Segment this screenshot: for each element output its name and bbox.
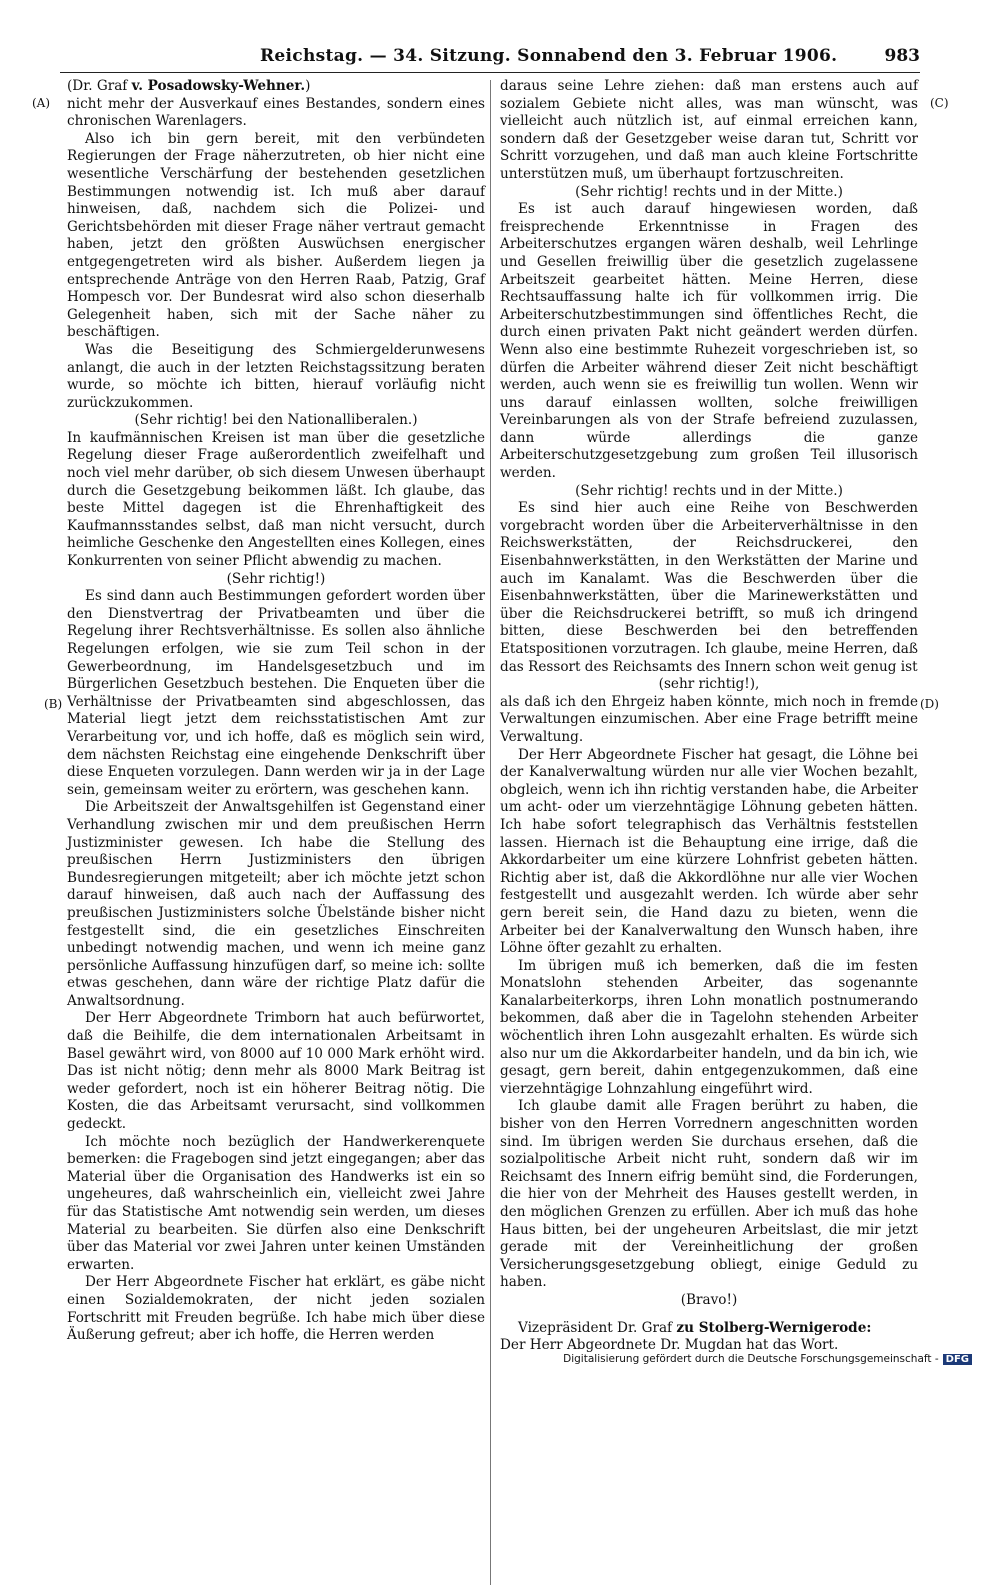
closing-prefix: Vizepräsident Dr. Graf — [518, 1319, 677, 1336]
paragraph: Was die Beseitigung des Schmiergelderunwesens anlangt, die auch in der letzten Reichstagssitzung beraten wurde, so möchte ich bitten, hierauf vorläufig nicht zurückzukommen. — [67, 341, 485, 411]
speaker-prefix: (Dr. Graf — [67, 78, 132, 94]
interjection: (Bravo!) — [680, 1291, 738, 1308]
footer — [563, 1353, 972, 1365]
speaker-name: v. Posadowsky-Wehner. — [131, 78, 306, 94]
speaker-suffix: ) — [305, 78, 311, 94]
interjection: (sehr richtig!), — [658, 676, 760, 693]
paragraph: Also ich bin gern bereit, mit den verbündeten Regierungen der Frage näherzutreten, ob hier nicht eine wesentliche Verschärfung der bestehenden gesetzlichen Bestimmungen notwendig ist. Ich muß aber darauf hinweisen, daß, nachdem sich die Polizei- und Gerichtsbehörden mit dieser Frage näher vertraut gemacht haben, jetzt den größten Auswüchsen energischer entgegengetreten wird als bisher. Außerdem liegen ja entsprechende Anträge von den Herren Raab, Patzig, Graf Hompesch vor. Der Bundesrat wird also schon dieserhalb Gelegenheit haben, sich mit der Sache näher zu beschäftigen. — [67, 130, 485, 341]
margin-marker-c: (C) — [930, 96, 949, 110]
interjection: (Sehr richtig! bei den Nationalliberalen.) — [134, 412, 418, 429]
paragraph: Der Herr Abgeordnete Fischer hat erklärt, es gäbe nicht einen Sozialdemokraten, der nicht jeden sozialen Fortschritt mit Freuden begrüße. Ich habe mich über diese Äußerung gefreut; aber ich hoffe, die Herren werden — [67, 1274, 485, 1344]
paragraph: Ich glaube damit alle Fragen berührt zu haben, die bisher von den Herren Vorrednern angeschnitten worden sind. Im übrigen werden Sie durchaus ersehen, daß die sozialpolitische Arbeit nicht ruht, sondern daß wir im Reichsamt des Innern eifrig bemüht sind, die Forderungen, die hier von der Mehrheit des Hauses gestellt werden, in den möglichen Grenzen zu erfüllen. Aber ich muß das hohe Haus bitten, bei der ungeheuren Arbeitslast, die mir jetzt gerade mit der Vereinheitlichung der großen Versicherungsgesetzgebung obliegt, einige Geduld zu haben. — [500, 1098, 918, 1291]
paragraph: Es sind dann auch Bestimmungen gefordert worden über den Dienstvertrag der Privatbeamten und über die Regelung ihrer Rechtsverhältnisse. Es sollen also ähnliche Regelungen erfolgen, wie sie zum Teil schon in der Gewerbeordnung, im Handelsgesetzbuch und im Bürgerlichen Gesetzbuch bestehen. Die Enqueten über die Verhältnisse der Privatbeamten sind abgeschlossen, das Material liegt jetzt dem reichsstatistischen Amt zur Verarbeitung vor, und ich hoffe, daß es möglich sein wird, dem nächsten Reichstag eine eingehende Denkschrift über diese Enqueten vorzulegen. Dann werden wir ja in der Lage sein, gemeinsam weiter zu erörtern, was geschehen kann. — [67, 588, 485, 798]
closing-text: Der Herr Abgeordnete Dr. Mugdan hat das Wort. — [500, 1337, 839, 1354]
column-divider — [490, 80, 491, 1585]
page-number: 983 — [884, 46, 920, 66]
closing-name: zu Stolberg-Wernigerode: — [676, 1319, 872, 1336]
margin-marker-d: (D) — [920, 697, 939, 711]
footer-text: Digitalisierung gefördert durch die Deutsche Forschungsgemeinschaft - — [563, 1353, 939, 1365]
margin-marker-b: (B) — [44, 697, 63, 711]
page-header — [60, 46, 920, 73]
interjection: (Sehr richtig! rechts und in der Mitte.) — [575, 482, 843, 499]
header-title: Reichstag. — 34. Sitzung. Sonnabend den 3. Februar 1906. — [260, 46, 838, 66]
paragraph: Ich möchte noch bezüglich der Handwerkerenquete bemerken: die Fragebogen sind jetzt eingegangen; aber das Material über die Organisation des Handwerks ist ein so ungeheures, daß wahrscheinlich ein, vielleicht zwei Jahre für das Statistische Amt notwendig sein werden, um dieses Material zu bearbeiten. Sie dürfen also eine Denkschrift über das Material vor zwei Jahren unter keinen Umständen erwarten. — [67, 1133, 485, 1273]
paragraph: als daß ich den Ehrgeiz haben könnte, mich noch in fremde Verwaltungen einzumischen. Aber eine Frage betrifft meine Verwaltung. — [500, 693, 918, 745]
dfg-logo: DFG — [943, 1354, 972, 1365]
paragraph: Der Herr Abgeordnete Trimborn hat auch befürwortet, daß die Beihilfe, die dem internationalen Arbeitsamt in Basel gewährt wird, von 8000 auf 10 000 Mark erhöht wird. Das ist nicht nötig; denn mehr als 8000 Mark Beitrag ist weder gefordert, noch ist ein höherer Beitrag nötig. Die Kosten, die das Arbeitsamt verursacht, sind vollkommen gedeckt. — [67, 1010, 485, 1133]
paragraph: Es ist auch darauf hingewiesen worden, daß freisprechende Erkenntnisse in Fragen des Arbeiterschutzes ergangen wären deshalb, weil Lehrlinge und Gesellen freiwillig über die gesetzlich zugelassene Arbeitszeit gearbeitet hätten. Meine Herren, diese Rechtsauffassung halte ich für vollkommen irrig. Die Arbeiterschutzbestimmungen sind öffentliches Recht, die durch einen privaten Pakt nicht geändert werden dürfen. Wenn also eine bestimmte Ruhezeit vorgeschrieben ist, so dürfen die Arbeiter während dieser Zeit nicht beschäftigt werden, auch wenn sie es freiwillig tun wollen. Wenn wir uns darauf einlassen wollten, solche freiwilligen Vereinbarungen als von der Strafe befreiend zuzulassen, dann würde allerdings die ganze Arbeiterschutzgesetzgebung zum großen Teil illusorisch werden. — [500, 201, 918, 482]
left-column — [67, 78, 485, 1345]
interjection: (Sehr richtig! rechts und in der Mitte.) — [575, 183, 843, 200]
speaker-header — [67, 78, 485, 96]
right-column — [500, 78, 918, 1355]
paragraph: daraus seine Lehre ziehen: daß man erstens auch auf sozialem Gebiete nicht alles, was man wünscht, was vielleicht auch nützlich ist, auf einmal erreichen kann, sondern daß der Gesetzgeber weise daran tut, Schritt vor Schritt vorzugehen, und daß man auch kleine Fortschritte unterstützen muß, um überhaupt fortzuschreiten. — [500, 78, 918, 182]
paragraph: In kaufmännischen Kreisen ist man über die gesetzliche Regelung dieser Frage außerordentlich zweifelhaft und noch viel mehr darüber, ob sich diesem Unwesen überhaupt durch die Gesetzgebung beikommen läßt. Ich glaube, das beste Mittel dagegen ist die Ehrenhaftigkeit des Kaufmannsstandes selbst, daß man nicht versucht, durch heimliche Geschenke den Angestellten eines Kollegen, eines Konkurrenten von seiner Pflicht abwendig zu machen. — [67, 429, 485, 570]
paragraph: Im übrigen muß ich bemerken, daß die im festen Monatslohn stehenden Arbeiter, das sogenannte Kanalarbeiterkorps, ihren Lohn monatlich postnumerando bekommen, daß aber die in Tagelohn stehenden Arbeiter wöchentlich ihren Lohn ausgezahlt erhalten. Es würde sich also nur um die Akkordarbeiter handeln, und da bin ich, wie gesagt, gern bereit, dahin entgegenzukommen, daß eine vierzehntägige Lohnzahlung eingeführt wird. — [500, 957, 918, 1097]
paragraph: Die Arbeitszeit der Anwaltsgehilfen ist Gegenstand einer Verhandlung zwischen mir und dem preußischen Herrn Justizminister gewesen. Ich habe die Stellung des preußischen Herrn Justizministers den übrigen Bundesregierungen mitgeteilt; aber ich möchte jetzt schon darauf hinweisen, daß auch nach der Auffassung des preußischen Justizministers solche Übelstände bisher nicht festgestellt sind, die ein gesetzliches Einschreiten unbedingt notwendig machen, und wenn ich meine ganz persönliche Auffassung hinzufügen darf, so meine ich: sollte etwas geschehen, dann wäre der richtige Platz dafür die Anwaltsordnung. — [67, 799, 485, 1009]
interjection: (Sehr richtig!) — [226, 570, 326, 587]
margin-marker-a: (A) — [32, 96, 51, 110]
closing-speaker — [500, 1320, 918, 1338]
paragraph: Es sind hier auch eine Reihe von Beschwerden vorgebracht worden über die Arbeiterverhältnisse in den Reichswerkstätten, der Reichsdruckerei, den Eisenbahnwerkstätten, in den Werkstätten der Marine und auch im Kanalamt. Was die Beschwerden über die Eisenbahnwerkstätten, über die Marinewerkstätten und über die Reichsdruckerei betrifft, so muß ich dringend bitten, diese Beschwerden bei den betreffenden Etatspositionen vorzutragen. Ich glaube, meine Herren, daß das Ressort des Reichsamts des Innern schon weit genug ist — [500, 500, 918, 675]
paragraph: Der Herr Abgeordnete Fischer hat gesagt, die Löhne bei der Kanalverwaltung würden nur alle vier Wochen bezahlt, obgleich, wenn ich ihn richtig verstanden habe, die Arbeiter um acht- oder um vierzehntägige Löhnung gebeten hätten. Ich habe sofort telegraphisch das Verhältnis feststellen lassen. Hiernach ist die Behauptung eine irrige, daß die Akkordarbeiter um eine kürzere Lohnfrist gebeten hätten. Richtig aber ist, daß die Akkordlöhne nur alle vier Wochen festgestellt und ausgezahlt werden. Ich würde aber sehr gern bereit sein, die Hand dazu zu bieten, wenn die Arbeiter bei der Kanalverwaltung den Wunsch haben, ihre Löhne öfter gezahlt zu erhalten. — [500, 746, 918, 957]
paragraph: nicht mehr der Ausverkauf eines Bestandes, sondern eines chronischen Warenlagers. — [67, 95, 485, 130]
